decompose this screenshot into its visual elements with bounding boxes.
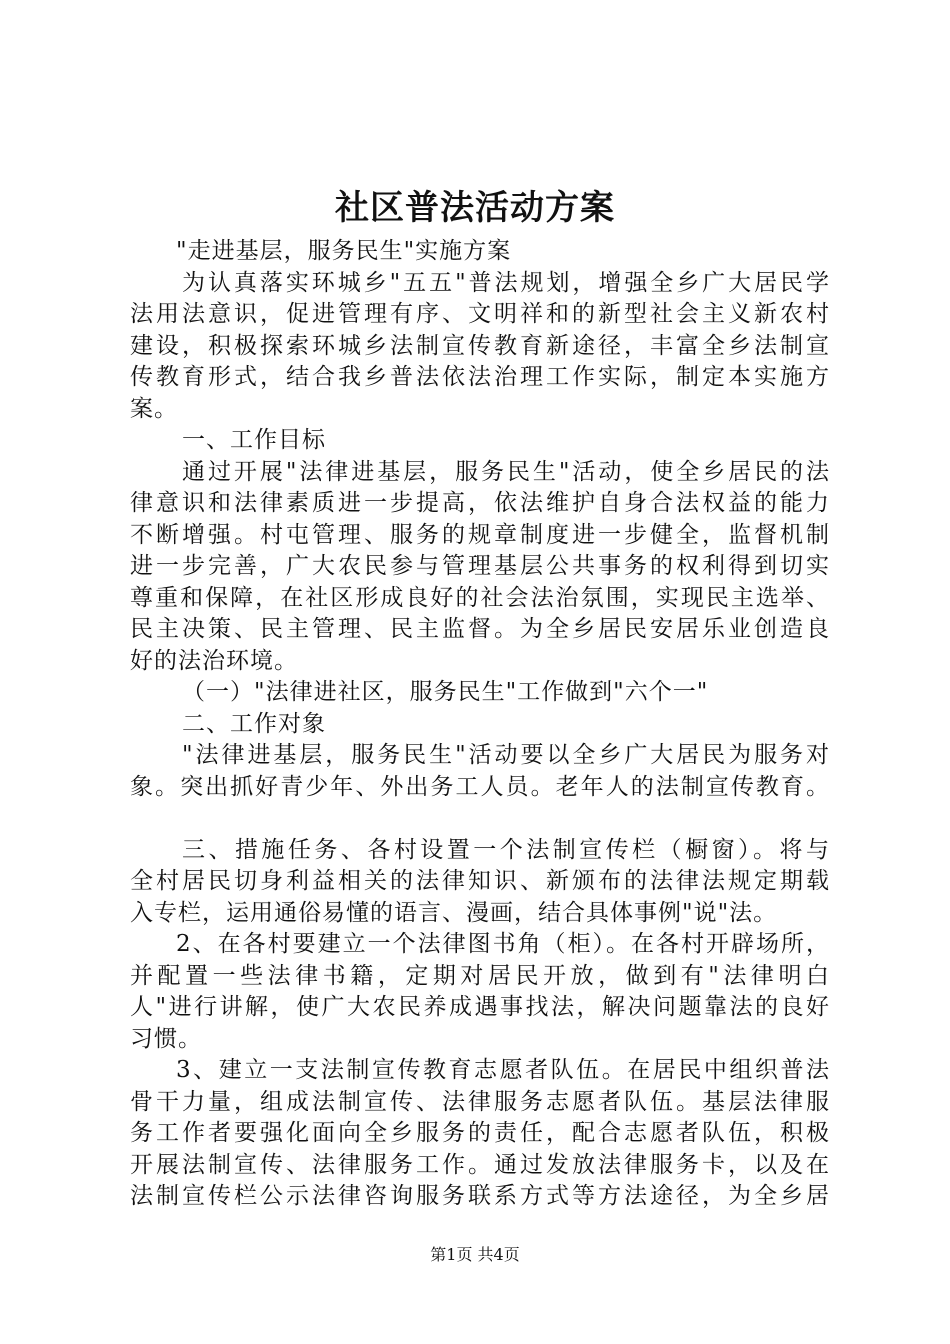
body-text-line: "法律进基层，服务民生"活动要以全乡广大居民为服务对	[182, 742, 830, 768]
body-text-line: 传教育形式，结合我乡普法依法治理工作实际，制定本实施方	[130, 364, 830, 390]
body-text-line: 民主决策、民主管理、民主监督。为全乡居民安居乐业创造良	[130, 616, 830, 642]
body-text-line: 律意识和法律素质进一步提高，依法维护自身合法权益的能力	[130, 490, 830, 516]
body-text-line: 入专栏，运用通俗易懂的语言、漫画，结合具体事例"说"法。	[130, 899, 778, 926]
body-text-line: 为认真落实环城乡"五五"普法规划，增强全乡广大居民学	[182, 269, 830, 296]
body-text-line: 二、工作对象	[182, 710, 326, 737]
body-text-line: 全村居民切身利益相关的法律知识、新颁布的法律法规定期载	[130, 868, 830, 894]
body-text-line: 建设，积极探索环城乡法制宣传教育新途径，丰富全乡法制宣	[130, 332, 830, 359]
body-text-line: "走进基层，服务民生"实施方案	[176, 238, 512, 264]
body-text-line: 通过开展"法律进基层，服务民生"活动，使全乡居民的法	[182, 458, 830, 485]
body-text-line: 3、建立一支法制宣传教育志愿者队伍。在居民中组织普法	[176, 1057, 830, 1083]
body-text-line: 案。	[130, 395, 178, 422]
body-text-line: 不断增强。村屯管理、服务的规章制度进一步健全，监督机制	[130, 521, 830, 548]
body-text-line: 骨干力量，组成法制宣传、法律服务志愿者队伍。基层法律服	[130, 1088, 830, 1115]
body-text-line: 好的法治环境。	[130, 647, 298, 674]
body-text-line: 习惯。	[130, 1025, 202, 1052]
body-text-line: 一、工作目标	[182, 427, 326, 453]
body-text-line: 象。突出抓好青少年、外出务工人员。老年人的法制宣传教育。	[130, 773, 830, 800]
body-text-line: 人"进行讲解，使广大农民养成遇事找法，解决问题靠法的良好	[130, 994, 830, 1020]
body-text-line: 务工作者要强化面向全乡服务的责任，配合志愿者队伍，积极	[130, 1120, 830, 1146]
body-text-line: 开展法制宣传、法律服务工作。通过发放法律服务卡，以及在	[130, 1151, 830, 1178]
body-text-line: 尊重和保障，在社区形成良好的社会法治氛围，实现民主选举、	[130, 584, 830, 611]
page-footer: 第1页 共4页	[430, 1245, 520, 1264]
body-text-line: 并配置一些法律书籍，定期对居民开放，做到有"法律明白	[130, 962, 830, 989]
body-text-line	[130, 803, 830, 835]
body-text-line: 三、措施任务、各村设置一个法制宣传栏（橱窗）。将与	[182, 836, 830, 863]
body-text-line: 法制宣传栏公示法律咨询服务联系方式等方法途径，为全乡居	[130, 1183, 830, 1209]
body-text-line: 2、在各村要建立一个法律图书角（柜）。在各村开辟场所，	[176, 931, 830, 957]
body-text-line: （一）"法律进社区，服务民生"工作做到"六个一"	[182, 679, 709, 705]
document-title: 社区普法活动方案	[335, 188, 615, 228]
body-text-line: 进一步完善，广大农民参与管理基层公共事务的权利得到切实	[130, 553, 830, 579]
document-body	[130, 236, 830, 1213]
body-text-line: 法用法意识，促进管理有序、文明祥和的新型社会主义新农村	[130, 301, 830, 327]
